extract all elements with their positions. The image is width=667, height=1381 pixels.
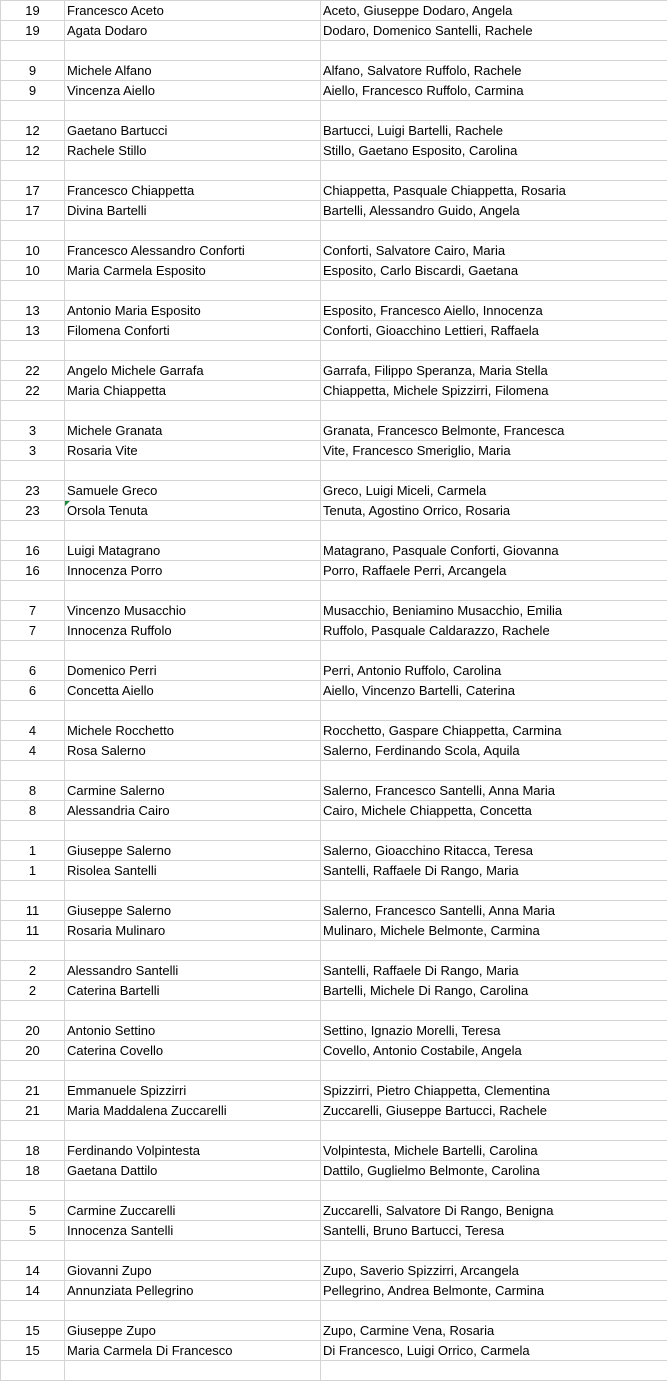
- blank-row: [1, 281, 667, 301]
- cell-parents[interactable]: [321, 1301, 667, 1321]
- cell-couple-number[interactable]: 3: [1, 441, 65, 461]
- cell-couple-number[interactable]: 14: [1, 1261, 65, 1281]
- table-row: [1, 201, 667, 221]
- cell-person-name[interactable]: [65, 1061, 321, 1081]
- cell-person-name[interactable]: Concetta Aiello: [65, 681, 321, 701]
- cell-couple-number[interactable]: [1, 281, 65, 301]
- cell-parents[interactable]: Perri, Antonio Ruffolo, Carolina: [321, 661, 667, 681]
- cell-parents[interactable]: Santelli, Raffaele Di Rango, Maria: [321, 861, 667, 881]
- cell-parents[interactable]: [321, 1361, 667, 1381]
- cell-couple-number[interactable]: 12: [1, 141, 65, 161]
- cell-person-name[interactable]: Samuele Greco: [65, 481, 321, 501]
- cell-couple-number[interactable]: 1: [1, 861, 65, 881]
- blank-row: [1, 161, 667, 181]
- cell-person-name[interactable]: Filomena Conforti: [65, 321, 321, 341]
- cell-couple-number[interactable]: 20: [1, 1021, 65, 1041]
- cell-couple-number[interactable]: 10: [1, 241, 65, 261]
- blank-row: [1, 761, 667, 781]
- cell-couple-number[interactable]: 9: [1, 81, 65, 101]
- table-row: [1, 841, 667, 861]
- blank-row: [1, 821, 667, 841]
- cell-parents[interactable]: Zuccarelli, Salvatore Di Rango, Benigna: [321, 1201, 667, 1221]
- table-row: [1, 1081, 667, 1101]
- cell-parents[interactable]: Aceto, Giuseppe Dodaro, Angela: [321, 1, 667, 21]
- cell-parents[interactable]: Cairo, Michele Chiappetta, Concetta: [321, 801, 667, 821]
- table-row: [1, 181, 667, 201]
- cell-couple-number[interactable]: 5: [1, 1221, 65, 1241]
- cell-person-name[interactable]: Carmine Salerno: [65, 781, 321, 801]
- table-row: [1, 661, 667, 681]
- cell-parents[interactable]: Dodaro, Domenico Santelli, Rachele: [321, 21, 667, 41]
- cell-person-name[interactable]: [65, 581, 321, 601]
- cell-person-name[interactable]: Giovanni Zupo: [65, 1261, 321, 1281]
- cell-parents[interactable]: Dattilo, Guglielmo Belmonte, Carolina: [321, 1161, 667, 1181]
- cell-person-name[interactable]: Vincenza Aiello: [65, 81, 321, 101]
- cell-couple-number[interactable]: 15: [1, 1341, 65, 1361]
- cell-person-name[interactable]: [65, 941, 321, 961]
- cell-couple-number[interactable]: 18: [1, 1161, 65, 1181]
- cell-person-name[interactable]: Innocenza Santelli: [65, 1221, 321, 1241]
- table-row: [1, 1281, 667, 1301]
- cell-parents[interactable]: Esposito, Francesco Aiello, Innocenza: [321, 301, 667, 321]
- cell-person-name[interactable]: Michele Rocchetto: [65, 721, 321, 741]
- cell-person-name[interactable]: Domenico Perri: [65, 661, 321, 681]
- cell-person-name[interactable]: [65, 1241, 321, 1261]
- cell-parents[interactable]: Santelli, Raffaele Di Rango, Maria: [321, 961, 667, 981]
- cell-person-name[interactable]: Agata Dodaro: [65, 21, 321, 41]
- blank-row: [1, 701, 667, 721]
- table-row: [1, 321, 667, 341]
- cell-couple-number[interactable]: [1, 701, 65, 721]
- blank-row: [1, 941, 667, 961]
- cell-parents[interactable]: Aiello, Vincenzo Bartelli, Caterina: [321, 681, 667, 701]
- cell-couple-number[interactable]: [1, 581, 65, 601]
- cell-parents[interactable]: Di Francesco, Luigi Orrico, Carmela: [321, 1341, 667, 1361]
- cell-person-name[interactable]: Michele Granata: [65, 421, 321, 441]
- cell-parents[interactable]: Bartelli, Michele Di Rango, Carolina: [321, 981, 667, 1001]
- cell-person-name[interactable]: [65, 161, 321, 181]
- table-row: [1, 601, 667, 621]
- cell-person-name[interactable]: Maria Maddalena Zuccarelli: [65, 1101, 321, 1121]
- cell-person-name[interactable]: Divina Bartelli: [65, 201, 321, 221]
- cell-person-name[interactable]: Michele Alfano: [65, 61, 321, 81]
- cell-person-name[interactable]: Giuseppe Salerno: [65, 901, 321, 921]
- cell-parents[interactable]: Pellegrino, Andrea Belmonte, Carmina: [321, 1281, 667, 1301]
- cell-couple-number[interactable]: 13: [1, 321, 65, 341]
- cell-couple-number[interactable]: 21: [1, 1081, 65, 1101]
- cell-parents[interactable]: [321, 341, 667, 361]
- table-row: [1, 961, 667, 981]
- cell-parents[interactable]: Vite, Francesco Smeriglio, Maria: [321, 441, 667, 461]
- cell-person-name[interactable]: Annunziata Pellegrino: [65, 1281, 321, 1301]
- cell-person-name[interactable]: Risolea Santelli: [65, 861, 321, 881]
- cell-person-name[interactable]: Alessandria Cairo: [65, 801, 321, 821]
- cell-couple-number[interactable]: 14: [1, 1281, 65, 1301]
- table-row: [1, 261, 667, 281]
- table-row: [1, 361, 667, 381]
- table-row: [1, 541, 667, 561]
- cell-couple-number[interactable]: 19: [1, 1, 65, 21]
- cell-parents[interactable]: Spizzirri, Pietro Chiappetta, Clementina: [321, 1081, 667, 1101]
- cell-couple-number[interactable]: 3: [1, 421, 65, 441]
- blank-row: [1, 1301, 667, 1321]
- blank-row: [1, 1061, 667, 1081]
- cell-parents[interactable]: Chiappetta, Pasquale Chiappetta, Rosaria: [321, 181, 667, 201]
- cell-couple-number[interactable]: 12: [1, 121, 65, 141]
- table-row: [1, 721, 667, 741]
- cell-parents[interactable]: [321, 521, 667, 541]
- blank-row: [1, 101, 667, 121]
- cell-person-name[interactable]: [65, 221, 321, 241]
- table-row: [1, 561, 667, 581]
- cell-couple-number[interactable]: 7: [1, 621, 65, 641]
- cell-person-name[interactable]: Rosa Salerno: [65, 741, 321, 761]
- table-row: [1, 481, 667, 501]
- table-row: [1, 121, 667, 141]
- cell-person-name[interactable]: [65, 881, 321, 901]
- table-row: [1, 81, 667, 101]
- cell-couple-number[interactable]: [1, 761, 65, 781]
- cell-parents[interactable]: Greco, Luigi Miceli, Carmela: [321, 481, 667, 501]
- cell-couple-number[interactable]: 6: [1, 661, 65, 681]
- cell-couple-number[interactable]: [1, 221, 65, 241]
- cell-couple-number[interactable]: 22: [1, 381, 65, 401]
- cell-parents[interactable]: [321, 581, 667, 601]
- cell-person-name[interactable]: Maria Carmela Di Francesco: [65, 1341, 321, 1361]
- cell-person-name[interactable]: [65, 761, 321, 781]
- cell-couple-number[interactable]: [1, 1121, 65, 1141]
- cell-parents[interactable]: Salerno, Francesco Santelli, Anna Maria: [321, 781, 667, 801]
- cell-couple-number[interactable]: 11: [1, 901, 65, 921]
- table-row: [1, 381, 667, 401]
- cell-parents[interactable]: Musacchio, Beniamino Musacchio, Emilia: [321, 601, 667, 621]
- cell-couple-number[interactable]: 16: [1, 561, 65, 581]
- table-row: [1, 621, 667, 641]
- cell-parents[interactable]: Tenuta, Agostino Orrico, Rosaria: [321, 501, 667, 521]
- blank-row: [1, 1001, 667, 1021]
- blank-row: [1, 1181, 667, 1201]
- cell-person-name[interactable]: Antonio Settino: [65, 1021, 321, 1041]
- cell-couple-number[interactable]: [1, 521, 65, 541]
- cell-person-name[interactable]: Emmanuele Spizzirri: [65, 1081, 321, 1101]
- cell-couple-number[interactable]: [1, 41, 65, 61]
- cell-couple-number[interactable]: [1, 1361, 65, 1381]
- cell-person-name[interactable]: Rosaria Vite: [65, 441, 321, 461]
- cell-couple-number[interactable]: [1, 941, 65, 961]
- cell-parents[interactable]: [321, 641, 667, 661]
- table-row: [1, 801, 667, 821]
- cell-person-name[interactable]: Maria Carmela Esposito: [65, 261, 321, 281]
- cell-person-name[interactable]: Giuseppe Zupo: [65, 1321, 321, 1341]
- table-row: [1, 861, 667, 881]
- cell-couple-number[interactable]: 18: [1, 1141, 65, 1161]
- cell-parents[interactable]: [321, 401, 667, 421]
- cell-parents[interactable]: [321, 1181, 667, 1201]
- cell-person-name[interactable]: Alessandro Santelli: [65, 961, 321, 981]
- cell-person-name[interactable]: [65, 401, 321, 421]
- cell-couple-number[interactable]: 20: [1, 1041, 65, 1061]
- cell-parents[interactable]: Porro, Raffaele Perri, Arcangela: [321, 561, 667, 581]
- cell-couple-number[interactable]: 7: [1, 601, 65, 621]
- cell-parents[interactable]: Zuccarelli, Giuseppe Bartucci, Rachele: [321, 1101, 667, 1121]
- table-row: [1, 1201, 667, 1221]
- table-row: [1, 301, 667, 321]
- cell-parents[interactable]: Mulinaro, Michele Belmonte, Carmina: [321, 921, 667, 941]
- blank-row: [1, 401, 667, 421]
- blank-row: [1, 1361, 667, 1381]
- cell-parents[interactable]: [321, 1241, 667, 1261]
- cell-person-name[interactable]: [65, 701, 321, 721]
- cell-couple-number[interactable]: [1, 161, 65, 181]
- table-row: [1, 21, 667, 41]
- blank-row: [1, 341, 667, 361]
- cell-person-name[interactable]: Caterina Bartelli: [65, 981, 321, 1001]
- table-row: [1, 501, 667, 521]
- table-row: [1, 61, 667, 81]
- cell-parents[interactable]: Volpintesta, Michele Bartelli, Carolina: [321, 1141, 667, 1161]
- blank-row: [1, 41, 667, 61]
- cell-couple-number[interactable]: 9: [1, 61, 65, 81]
- blank-row: [1, 581, 667, 601]
- cell-parents[interactable]: [321, 761, 667, 781]
- table-row: [1, 921, 667, 941]
- cell-person-name[interactable]: Francesco Aceto: [65, 1, 321, 21]
- table-row: [1, 1261, 667, 1281]
- table-row: [1, 421, 667, 441]
- blank-row: [1, 881, 667, 901]
- cell-person-name[interactable]: [65, 461, 321, 481]
- cell-person-name[interactable]: Caterina Covello: [65, 1041, 321, 1061]
- cell-parents[interactable]: [321, 1121, 667, 1141]
- cell-couple-number[interactable]: [1, 341, 65, 361]
- cell-couple-number[interactable]: [1, 881, 65, 901]
- cell-couple-number[interactable]: 2: [1, 981, 65, 1001]
- cell-person-name[interactable]: Gaetano Bartucci: [65, 121, 321, 141]
- cell-couple-number[interactable]: [1, 821, 65, 841]
- table-row: [1, 1, 667, 21]
- cell-couple-number[interactable]: 16: [1, 541, 65, 561]
- table-row: [1, 901, 667, 921]
- table-row: [1, 1021, 667, 1041]
- cell-parents[interactable]: [321, 881, 667, 901]
- cell-couple-number[interactable]: 4: [1, 741, 65, 761]
- table-row: [1, 681, 667, 701]
- cell-parents[interactable]: Salerno, Gioacchino Ritacca, Teresa: [321, 841, 667, 861]
- cell-parents[interactable]: Salerno, Francesco Santelli, Anna Maria: [321, 901, 667, 921]
- cell-person-name[interactable]: [65, 1361, 321, 1381]
- table-row: [1, 1141, 667, 1161]
- cell-couple-number[interactable]: 22: [1, 361, 65, 381]
- cell-parents[interactable]: [321, 41, 667, 61]
- blank-row: [1, 461, 667, 481]
- cell-parents[interactable]: Stillo, Gaetano Esposito, Carolina: [321, 141, 667, 161]
- cell-couple-number[interactable]: [1, 1241, 65, 1261]
- cell-person-name[interactable]: [65, 521, 321, 541]
- table-row: [1, 241, 667, 261]
- cell-person-name[interactable]: [65, 1121, 321, 1141]
- cell-parents[interactable]: Conforti, Gioacchino Lettieri, Raffaela: [321, 321, 667, 341]
- cell-parents[interactable]: Esposito, Carlo Biscardi, Gaetana: [321, 261, 667, 281]
- cell-couple-number[interactable]: 8: [1, 801, 65, 821]
- cell-parents[interactable]: Matagrano, Pasquale Conforti, Giovanna: [321, 541, 667, 561]
- cell-parents[interactable]: Covello, Antonio Costabile, Angela: [321, 1041, 667, 1061]
- cell-parents[interactable]: Zupo, Saverio Spizzirri, Arcangela: [321, 1261, 667, 1281]
- cell-couple-number[interactable]: 4: [1, 721, 65, 741]
- cell-parents[interactable]: [321, 101, 667, 121]
- cell-person-name[interactable]: Angelo Michele Garrafa: [65, 361, 321, 381]
- cell-couple-number[interactable]: 21: [1, 1101, 65, 1121]
- cell-couple-number[interactable]: [1, 101, 65, 121]
- cell-couple-number[interactable]: [1, 1181, 65, 1201]
- cell-couple-number[interactable]: 11: [1, 921, 65, 941]
- cell-person-name[interactable]: Carmine Zuccarelli: [65, 1201, 321, 1221]
- blank-row: [1, 1241, 667, 1261]
- table-row: [1, 441, 667, 461]
- cell-couple-number[interactable]: [1, 641, 65, 661]
- cell-couple-number[interactable]: 6: [1, 681, 65, 701]
- cell-parents[interactable]: [321, 461, 667, 481]
- blank-row: [1, 221, 667, 241]
- cell-person-name[interactable]: [65, 1001, 321, 1021]
- cell-couple-number[interactable]: 17: [1, 201, 65, 221]
- table-row: [1, 1221, 667, 1241]
- cell-parents[interactable]: Garrafa, Filippo Speranza, Maria Stella: [321, 361, 667, 381]
- cell-couple-number[interactable]: 1: [1, 841, 65, 861]
- table-row: [1, 1161, 667, 1181]
- cell-parents[interactable]: [321, 821, 667, 841]
- cell-parents[interactable]: [321, 221, 667, 241]
- cell-parents[interactable]: [321, 281, 667, 301]
- cell-couple-number[interactable]: 23: [1, 501, 65, 521]
- cell-error-indicator-icon[interactable]: [65, 501, 70, 506]
- cell-couple-number[interactable]: 2: [1, 961, 65, 981]
- cell-person-name[interactable]: [65, 101, 321, 121]
- cell-couple-number[interactable]: 19: [1, 21, 65, 41]
- cell-parents[interactable]: Santelli, Bruno Bartucci, Teresa: [321, 1221, 667, 1241]
- blank-row: [1, 1121, 667, 1141]
- cell-couple-number[interactable]: 23: [1, 481, 65, 501]
- blank-row: [1, 521, 667, 541]
- cell-couple-number[interactable]: [1, 401, 65, 421]
- cell-couple-number[interactable]: [1, 1301, 65, 1321]
- cell-parents[interactable]: [321, 161, 667, 181]
- cell-person-name[interactable]: Vincenzo Musacchio: [65, 601, 321, 621]
- cell-couple-number[interactable]: [1, 1061, 65, 1081]
- cell-couple-number[interactable]: [1, 461, 65, 481]
- cell-parents[interactable]: [321, 701, 667, 721]
- cell-couple-number[interactable]: 5: [1, 1201, 65, 1221]
- cell-person-name[interactable]: [65, 821, 321, 841]
- cell-parents[interactable]: Granata, Francesco Belmonte, Francesca: [321, 421, 667, 441]
- cell-parents[interactable]: Settino, Ignazio Morelli, Teresa: [321, 1021, 667, 1041]
- table-row: [1, 981, 667, 1001]
- cell-person-name[interactable]: Innocenza Ruffolo: [65, 621, 321, 641]
- cell-person-name[interactable]: Francesco Chiappetta: [65, 181, 321, 201]
- cell-person-name[interactable]: Rosaria Mulinaro: [65, 921, 321, 941]
- table-row: [1, 1341, 667, 1361]
- table-row: [1, 741, 667, 761]
- cell-parents[interactable]: Conforti, Salvatore Cairo, Maria: [321, 241, 667, 261]
- cell-person-name[interactable]: Antonio Maria Esposito: [65, 301, 321, 321]
- cell-parents[interactable]: Salerno, Ferdinando Scola, Aquila: [321, 741, 667, 761]
- cell-person-name[interactable]: [65, 501, 321, 521]
- cell-parents[interactable]: Bartelli, Alessandro Guido, Angela: [321, 201, 667, 221]
- table-row: [1, 1041, 667, 1061]
- cell-parents[interactable]: Rocchetto, Gaspare Chiappetta, Carmina: [321, 721, 667, 741]
- spreadsheet-body: [1, 1, 667, 1381]
- cell-couple-number[interactable]: 17: [1, 181, 65, 201]
- table-row: [1, 781, 667, 801]
- cell-parents[interactable]: Chiappetta, Michele Spizzirri, Filomena: [321, 381, 667, 401]
- blank-row: [1, 641, 667, 661]
- cell-person-name[interactable]: Ferdinando Volpintesta: [65, 1141, 321, 1161]
- cell-person-name[interactable]: Luigi Matagrano: [65, 541, 321, 561]
- cell-person-name[interactable]: [65, 1301, 321, 1321]
- cell-person-name[interactable]: Innocenza Porro: [65, 561, 321, 581]
- cell-couple-number[interactable]: 15: [1, 1321, 65, 1341]
- table-row: [1, 141, 667, 161]
- cell-parents[interactable]: [321, 1001, 667, 1021]
- cell-couple-number[interactable]: 13: [1, 301, 65, 321]
- cell-person-name[interactable]: [65, 281, 321, 301]
- cell-parents[interactable]: [321, 1061, 667, 1081]
- cell-person-name[interactable]: Francesco Alessandro Conforti: [65, 241, 321, 261]
- cell-person-name[interactable]: [65, 1181, 321, 1201]
- cell-person-name[interactable]: Gaetana Dattilo: [65, 1161, 321, 1181]
- cell-person-name[interactable]: [65, 41, 321, 61]
- cell-parents[interactable]: [321, 941, 667, 961]
- cell-person-name[interactable]: Rachele Stillo: [65, 141, 321, 161]
- cell-parents[interactable]: Zupo, Carmine Vena, Rosaria: [321, 1321, 667, 1341]
- cell-parents[interactable]: Ruffolo, Pasquale Caldarazzo, Rachele: [321, 621, 667, 641]
- cell-parents[interactable]: Bartucci, Luigi Bartelli, Rachele: [321, 121, 667, 141]
- cell-couple-number[interactable]: [1, 1001, 65, 1021]
- cell-person-name[interactable]: Maria Chiappetta: [65, 381, 321, 401]
- cell-person-name[interactable]: Giuseppe Salerno: [65, 841, 321, 861]
- cell-couple-number[interactable]: 8: [1, 781, 65, 801]
- cell-person-name[interactable]: [65, 641, 321, 661]
- cell-text: Orsola Tenuta: [67, 503, 148, 518]
- cell-content: [67, 501, 318, 520]
- cell-person-name[interactable]: [65, 341, 321, 361]
- table-row: [1, 1321, 667, 1341]
- cell-couple-number[interactable]: 10: [1, 261, 65, 281]
- cell-parents[interactable]: Alfano, Salvatore Ruffolo, Rachele: [321, 61, 667, 81]
- table-row: [1, 1101, 667, 1121]
- cell-parents[interactable]: Aiello, Francesco Ruffolo, Carmina: [321, 81, 667, 101]
